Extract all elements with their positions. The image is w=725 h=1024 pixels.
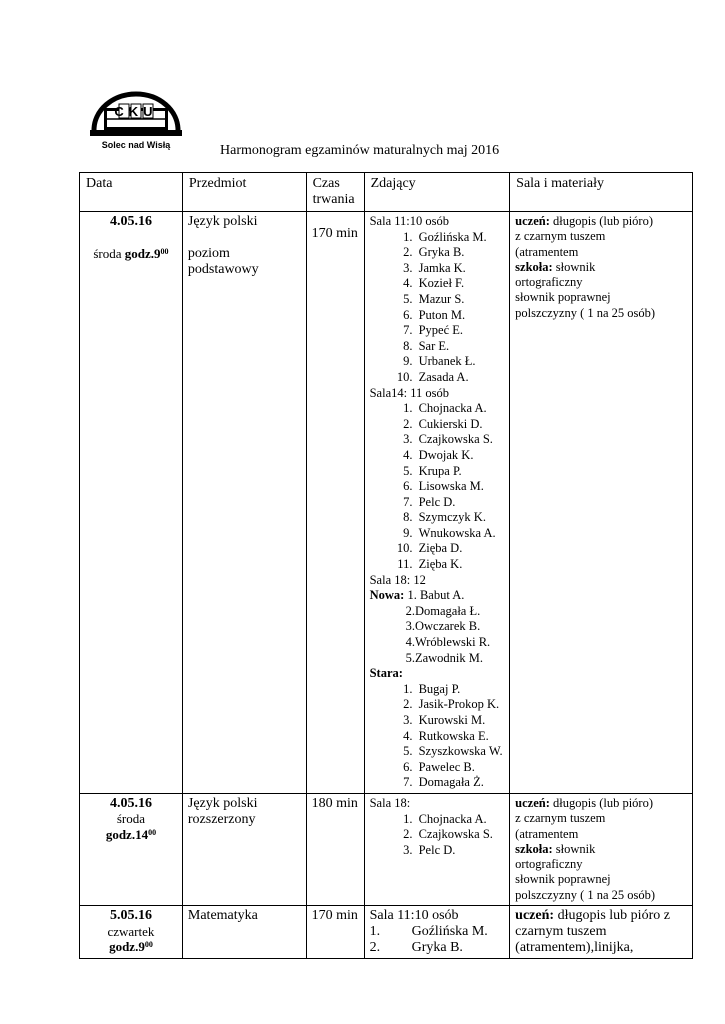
- room-label: Sala 18:: [369, 795, 411, 810]
- materials-line: (atramentem: [515, 244, 579, 259]
- materials-line: czarnym tuszem: [515, 924, 607, 940]
- logo-caption: Solec nad Wisłą: [101, 140, 171, 150]
- duration-cell: [306, 212, 364, 794]
- materials-line: polszczyzny ( 1 na 25 osób): [515, 305, 656, 320]
- uczen-label: uczeń:: [515, 214, 550, 228]
- exam-hour-line: [85, 827, 177, 843]
- student-name: Goźlińska M.: [411, 924, 488, 940]
- materials-line: (atramentem: [515, 826, 579, 841]
- subject-level-1: poziom: [187, 246, 230, 261]
- subject-name: Matematyka: [187, 908, 258, 924]
- date-cell: [80, 906, 183, 959]
- materials-line: [515, 796, 687, 811]
- list-item: 6. Lisowska M.: [416, 479, 505, 495]
- list-item: 5. Szyszkowska W.: [416, 744, 505, 760]
- subject-cell: [182, 906, 306, 959]
- materials-line: z czarnym tuszem: [515, 811, 606, 826]
- duration-cell: [306, 793, 364, 905]
- list-item: 1. Chojnacka A.: [416, 812, 505, 828]
- student-list: [370, 682, 505, 791]
- materials-line: słownik poprawnej: [515, 290, 611, 305]
- table-row: [80, 212, 693, 794]
- logo-letters: CKU: [114, 104, 158, 119]
- table-row: [80, 793, 693, 905]
- exam-hour-sup: 00: [144, 940, 153, 950]
- list-item: 3. Kurowski M.: [416, 713, 505, 729]
- list-item: 10. Zięba D.: [416, 541, 505, 557]
- list-item: 9. Wnukowska A.: [416, 526, 505, 542]
- list-item: 2. Czajkowska S.: [416, 827, 505, 843]
- uczen-text: długopis (lub pióro): [553, 795, 654, 810]
- list-item: 5. Mazur S.: [416, 292, 505, 308]
- list-item: 7. Pelc D.: [416, 495, 505, 511]
- list-item: 7. Pypeć E.: [416, 323, 505, 339]
- list-item: 11. Zięba K.: [416, 557, 505, 573]
- table-header-row: [80, 173, 693, 212]
- page-title: Harmonogram egzaminów maturalnych maj 2016: [220, 143, 500, 158]
- exam-hour: godz.14: [105, 826, 149, 842]
- materials-line: [515, 908, 687, 924]
- uczen-text: długopis (lub pióro): [553, 214, 654, 228]
- materials-line: [515, 260, 687, 275]
- header-time-line2: trwania: [312, 192, 355, 207]
- list-item: 4. Dwojak K.: [416, 448, 505, 464]
- list-item: 8. Szymczyk K.: [416, 510, 505, 526]
- list-item: 3.Owczarek B.: [405, 619, 481, 634]
- uczen-text: długopis lub pióro z: [557, 908, 670, 924]
- subject-cell: [182, 793, 306, 905]
- exam-hour-line: [85, 939, 177, 955]
- stara-label: Stara:: [369, 666, 403, 681]
- list-item: 1. Chojnacka A.: [416, 401, 505, 417]
- exam-hour-sup: 00: [148, 827, 157, 837]
- subject-name: Język polski: [187, 214, 258, 229]
- list-item: 3. Pelc D.: [416, 843, 505, 859]
- szkola-label: szkoła:: [515, 841, 553, 856]
- students-cell: [364, 906, 510, 959]
- subject-cell: [182, 212, 306, 794]
- list-item: 6. Pawelec B.: [416, 760, 505, 776]
- list-item: 3. Czajkowska S.: [416, 432, 505, 448]
- header-date: Data: [80, 173, 183, 212]
- list-item: 1. Bugaj P.: [416, 682, 505, 698]
- list-item: 2. Jasik-Prokop K.: [416, 697, 505, 713]
- list-number: 1.: [369, 924, 381, 940]
- materials-cell: [510, 793, 693, 905]
- student-name: Gryka B.: [411, 940, 463, 956]
- szkola-text: słownik: [555, 841, 596, 856]
- header-room: Sala i materiały: [510, 173, 693, 212]
- list-number: 2.: [369, 940, 381, 956]
- materials-line: [515, 214, 687, 229]
- uczen-label: uczeń:: [515, 795, 550, 810]
- list-item: 2.Domagała Ł.: [405, 603, 481, 618]
- students-cell: [364, 212, 510, 794]
- header-students: Zdający: [364, 173, 510, 212]
- subject-level-2: podstawowy: [187, 262, 259, 277]
- exam-duration: 170 min: [311, 226, 358, 241]
- list-item: 9. Urbanek Ł.: [416, 354, 505, 370]
- cku-logo: [86, 86, 186, 152]
- list-item: 5. Krupa P.: [416, 464, 505, 480]
- list-item: 10. Zasada A.: [416, 370, 505, 386]
- table-row: [80, 906, 693, 959]
- materials-line: polszczyzny ( 1 na 25 osób): [515, 887, 656, 902]
- list-item: 6. Puton M.: [416, 308, 505, 324]
- list-item: 4. Rutkowska E.: [416, 729, 505, 745]
- list-item: 4.Wróblewski R.: [405, 635, 491, 650]
- header-subject: Przedmiot: [182, 173, 306, 212]
- room-label: Sala 18: 12: [369, 572, 426, 587]
- list-item: 7. Domagała Ż.: [416, 775, 505, 791]
- nowa-line: [370, 588, 505, 604]
- exam-schedule-table: [79, 172, 693, 959]
- szkola-text: słownik: [555, 259, 596, 274]
- szkola-label: szkoła:: [515, 259, 553, 274]
- exam-duration: 170 min: [311, 908, 358, 924]
- list-item: 4. Kozieł F.: [416, 276, 505, 292]
- exam-duration: 180 min: [311, 795, 358, 811]
- materials-line: (atramentem),linijka,: [515, 940, 634, 956]
- students-cell: [364, 793, 510, 905]
- list-item: 8. Sar E.: [416, 339, 505, 355]
- list-item: 5.Zawodnik M.: [405, 650, 484, 665]
- exam-hour-sup: 00: [160, 246, 169, 256]
- list-item: 2. Cukierski D.: [416, 417, 505, 433]
- date-cell: [80, 212, 183, 794]
- list-item: 3. Jamka K.: [416, 261, 505, 277]
- room-label: Sala 11:10 osób: [369, 214, 449, 228]
- exam-date: 4.05.16: [109, 795, 152, 811]
- student-list: [370, 812, 505, 859]
- header-time: [306, 173, 364, 212]
- exam-day: środa: [116, 811, 146, 827]
- materials-line: ortograficzny: [515, 857, 583, 872]
- room-label: Sala14: 11 osób: [369, 385, 449, 400]
- subject-level: rozszerzony: [187, 811, 256, 827]
- exam-day-hour: [85, 246, 177, 262]
- materials-line: ortograficzny: [515, 275, 583, 290]
- list-item: 1. Goźlińska M.: [416, 230, 505, 246]
- list-item: [370, 924, 505, 940]
- exam-hour: godz.9: [124, 245, 161, 261]
- subject-name: Język polski: [187, 795, 258, 811]
- student-list: [370, 401, 505, 573]
- date-cell: [80, 793, 183, 905]
- exam-date: 4.05.16: [109, 214, 152, 229]
- list-item: 2. Gryka B.: [416, 245, 505, 261]
- materials-cell: [510, 212, 693, 794]
- materials-cell: [510, 906, 693, 959]
- list-item: 1. Babut A.: [407, 588, 465, 603]
- exam-day: czwartek: [107, 923, 155, 939]
- duration-cell: [306, 906, 364, 959]
- exam-date: 5.05.16: [109, 908, 152, 924]
- list-item: [370, 940, 505, 956]
- materials-line: z czarnym tuszem: [515, 229, 606, 244]
- exam-day: środa: [93, 245, 122, 261]
- room-label: Sala 11:10 osób: [369, 908, 459, 924]
- nowa-label: Nowa:: [369, 588, 405, 603]
- uczen-label: uczeń:: [515, 908, 555, 924]
- exam-hour: godz.9: [109, 939, 145, 955]
- materials-line: [515, 842, 687, 857]
- student-list: [370, 230, 505, 386]
- materials-line: słownik poprawnej: [515, 872, 611, 887]
- header-time-line1: Czas: [312, 176, 340, 191]
